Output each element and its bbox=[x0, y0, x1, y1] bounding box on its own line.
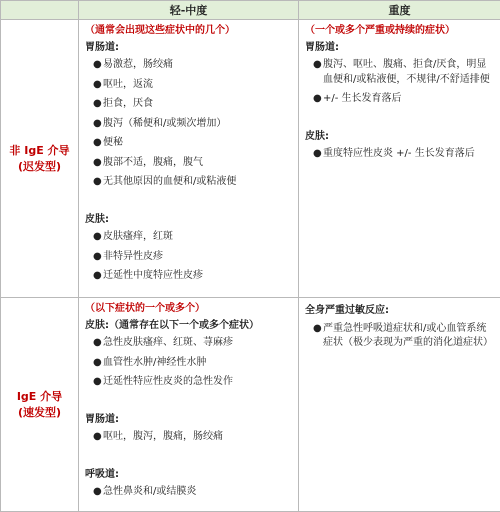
non-ige-severe-skin-list bbox=[305, 147, 494, 162]
list-item-text: 无其他原因的血便和/或粘液便 bbox=[103, 176, 236, 187]
bullet-icon: ● bbox=[93, 356, 102, 371]
list-item-text: 重度特应性皮炎 +/- 生长发育落后 bbox=[323, 148, 475, 159]
non-ige-severe-cell bbox=[299, 20, 500, 298]
list-item-text: 急性皮肤瘙痒、红斑、荨麻疹 bbox=[103, 337, 233, 348]
list-item-text: 急性鼻炎和/或结膜炎 bbox=[103, 486, 196, 497]
bullet-icon: ● bbox=[93, 250, 102, 265]
list-item bbox=[93, 250, 292, 265]
list-item bbox=[93, 356, 292, 371]
bullet-icon: ● bbox=[93, 175, 102, 190]
row-label-non-ige bbox=[1, 20, 79, 298]
list-item bbox=[93, 97, 292, 112]
ige-mild-skin-title: 皮肤:（通常存在以下一个或多个症状） bbox=[85, 319, 292, 334]
list-item bbox=[93, 117, 292, 132]
list-item bbox=[313, 322, 494, 351]
non-ige-label: 非 IgE 介导 bbox=[1, 143, 78, 159]
spacer bbox=[305, 112, 494, 128]
list-item-text: 呕吐，腹泻，腹痛，肠绞痛 bbox=[103, 431, 223, 442]
non-ige-severe-gi-list bbox=[305, 58, 494, 107]
list-item bbox=[313, 58, 494, 87]
non-ige-mild-skin-list bbox=[85, 230, 292, 284]
non-ige-subtype: (迟发型) bbox=[1, 159, 78, 175]
bullet-icon: ● bbox=[93, 58, 102, 73]
non-ige-mild-cell bbox=[79, 20, 299, 298]
bullet-icon: ● bbox=[93, 485, 102, 500]
list-item bbox=[93, 136, 292, 151]
list-item-text: 严重急性呼吸道症状和/或心血管系统症状（极少表现为严重的消化道症状） bbox=[323, 323, 493, 349]
non-ige-mild-intro: （通常会出现这些症状中的几个） bbox=[85, 24, 292, 39]
list-item bbox=[93, 485, 292, 500]
list-item bbox=[93, 175, 292, 190]
bullet-icon: ● bbox=[93, 97, 102, 112]
list-item-text: 皮肤瘙痒，红斑 bbox=[103, 231, 173, 242]
list-item bbox=[93, 375, 292, 390]
list-item-text: 迁延性中度特应性皮疹 bbox=[103, 270, 203, 281]
header-empty-cell bbox=[1, 1, 79, 20]
list-item bbox=[313, 147, 494, 162]
ige-severe-title: 全身严重过敏反应: bbox=[305, 304, 494, 319]
non-ige-severe-gi-title: 胃肠道: bbox=[305, 41, 494, 56]
spacer bbox=[85, 395, 292, 411]
bullet-icon: ● bbox=[93, 269, 102, 284]
list-item-text: 腹泻、呕吐、腹痛、拒食/厌食，明显血便和/或粘液便，不规律/不舒适排便 bbox=[323, 59, 490, 85]
list-item bbox=[93, 430, 292, 445]
ige-mild-cell bbox=[79, 298, 299, 512]
list-item-text: 腹泻（稀便和/或频次增加） bbox=[103, 118, 226, 129]
list-item bbox=[93, 78, 292, 93]
list-item-text: 易激惹，肠绞痛 bbox=[103, 59, 173, 70]
non-ige-mild-gi-title: 胃肠道: bbox=[85, 41, 292, 56]
list-item-text: 迁延性特应性皮炎的急性发作 bbox=[103, 376, 233, 387]
ige-mild-gi-title: 胃肠道: bbox=[85, 413, 292, 428]
ige-severe-list bbox=[305, 322, 494, 351]
bullet-icon: ● bbox=[93, 117, 102, 132]
bullet-icon: ● bbox=[313, 58, 322, 73]
list-item-text: 非特异性皮疹 bbox=[103, 251, 163, 262]
non-ige-mild-skin-title: 皮肤: bbox=[85, 213, 292, 228]
bullet-icon: ● bbox=[93, 78, 102, 93]
bullet-icon: ● bbox=[93, 156, 102, 171]
spacer bbox=[85, 195, 292, 211]
list-item bbox=[93, 58, 292, 73]
list-item bbox=[93, 269, 292, 284]
bullet-icon: ● bbox=[93, 430, 102, 445]
list-item-text: 腹部不适，腹痛，腹气 bbox=[103, 157, 203, 168]
ige-mild-skin-list bbox=[85, 336, 292, 390]
ige-mild-resp-list bbox=[85, 485, 292, 500]
ige-subtype: (速发型) bbox=[1, 405, 78, 421]
header-mild-moderate: 轻-中度 bbox=[79, 1, 299, 20]
bullet-icon: ● bbox=[313, 92, 322, 107]
ige-mild-gi-list bbox=[85, 430, 292, 445]
ige-mild-intro: （以下症状的一个或多个） bbox=[85, 302, 292, 317]
list-item bbox=[93, 156, 292, 171]
list-item bbox=[313, 92, 494, 107]
list-item-text: +/- 生长发育落后 bbox=[323, 93, 402, 104]
list-item bbox=[93, 230, 292, 245]
list-item-text: 拒食，厌食 bbox=[103, 98, 153, 109]
row-label-ige bbox=[1, 298, 79, 512]
ige-label: IgE 介导 bbox=[1, 389, 78, 405]
list-item bbox=[93, 336, 292, 351]
list-item-text: 便秘 bbox=[103, 137, 123, 148]
bullet-icon: ● bbox=[93, 375, 102, 390]
spacer bbox=[85, 450, 292, 466]
bullet-icon: ● bbox=[313, 147, 322, 162]
non-ige-severe-intro: （一个或多个严重或持续的症状） bbox=[305, 24, 494, 39]
non-ige-severe-skin-title: 皮肤: bbox=[305, 130, 494, 145]
header-severe: 重度 bbox=[299, 1, 500, 20]
non-ige-mild-gi-list bbox=[85, 58, 292, 190]
list-item-text: 呕吐，返流 bbox=[103, 79, 153, 90]
bullet-icon: ● bbox=[93, 136, 102, 151]
ige-severe-cell bbox=[299, 298, 500, 512]
bullet-icon: ● bbox=[313, 322, 322, 337]
bullet-icon: ● bbox=[93, 336, 102, 351]
ige-mild-resp-title: 呼吸道: bbox=[85, 468, 292, 483]
list-item-text: 血管性水肿/神经性水肿 bbox=[103, 357, 206, 368]
bullet-icon: ● bbox=[93, 230, 102, 245]
